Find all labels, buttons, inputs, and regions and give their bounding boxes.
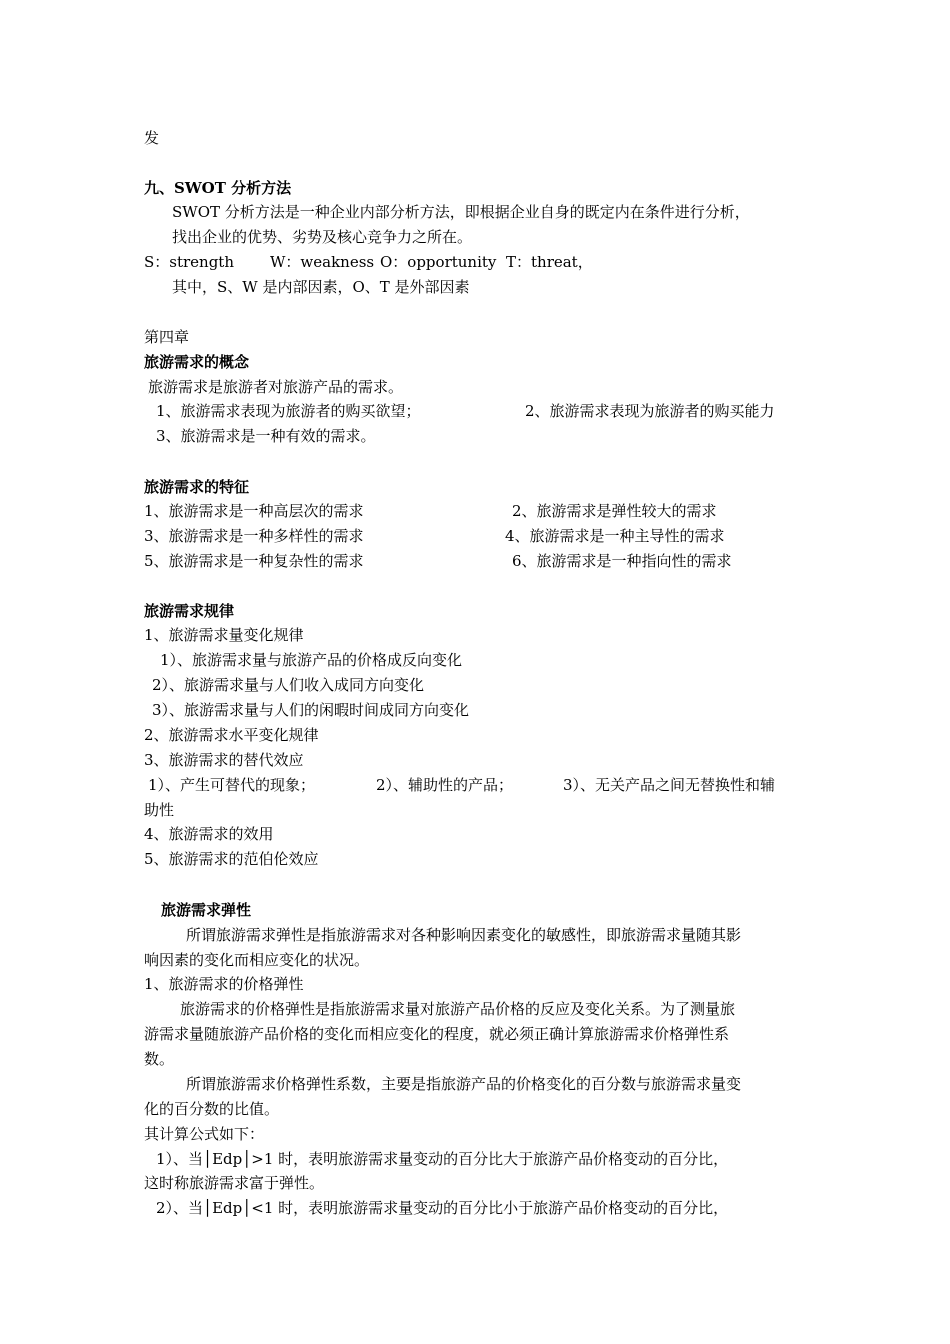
case-2-line1: 2）、当│Edp│<1 时，表明旅游需求量变动的百分比小于旅游产品价格变动的百分比， (156, 1199, 729, 1217)
concept-heading: 旅游需求的概念 (144, 353, 250, 371)
swot-s: S：strength (144, 253, 235, 271)
elasticity-def-line2: 响因素的变化而相应变化的状况。 (144, 951, 370, 969)
laws-heading: 旅游需求规律 (144, 602, 235, 620)
law-1-1: 1）、旅游需求量与旅游产品的价格成反向变化 (160, 651, 463, 669)
formula-intro: 其计算公式如下： (144, 1125, 265, 1143)
elasticity-heading: 旅游需求弹性 (161, 901, 252, 919)
feature-5: 5、旅游需求是一种复杂性的需求 (144, 552, 364, 570)
case-1-line2: 这时称旅游需求富于弹性。 (144, 1174, 325, 1192)
coefficient-line2: 化的百分数的比值。 (144, 1100, 280, 1118)
concept-item-3: 3、旅游需求是一种有效的需求。 (156, 427, 376, 445)
concept-item-1: 1、旅游需求表现为旅游者的购买欲望； (156, 402, 421, 420)
chapter-title: 第四章 (144, 328, 190, 346)
law-3-continuation: 助性 (144, 801, 175, 819)
price-elasticity-line1: 旅游需求的价格弹性是指旅游需求量对旅游产品价格的反应及变化关系。为了测量旅 (180, 1000, 736, 1018)
law-3-2: 2）、辅助性的产品； (376, 776, 514, 794)
swot-para2: 其中，S、W 是内部因素，O、T 是外部因素 (172, 278, 470, 296)
coefficient-line1: 所谓旅游需求价格弹性系数，主要是指旅游产品的价格变化的百分数与旅游需求量变 (186, 1075, 742, 1093)
feature-4: 4、旅游需求是一种主导性的需求 (505, 527, 725, 545)
law-1: 1、旅游需求量变化规律 (144, 626, 304, 644)
features-heading: 旅游需求的特征 (144, 478, 250, 496)
law-1-2: 2）、旅游需求量与人们收入成同方向变化 (152, 676, 425, 694)
law-3-1: 1）、产生可替代的现象； (148, 776, 316, 794)
law-4: 4、旅游需求的效用 (144, 825, 274, 843)
swot-para1-line2: 找出企业的优势、劣势及核心竞争力之所在。 (172, 228, 473, 246)
concept-item-2: 2、旅游需求表现为旅游者的购买能力 (525, 402, 775, 420)
case-1-line1: 1）、当│Edp│>1 时，表明旅游需求量变动的百分比大于旅游产品价格变动的百分比， (156, 1150, 729, 1168)
law-1-3: 3）、旅游需求量与人们的闲暇时间成同方向变化 (152, 701, 470, 719)
elasticity-def-line1: 所谓旅游需求弹性是指旅游需求对各种影响因素变化的敏感性，即旅游需求量随其影 (186, 926, 742, 944)
feature-3: 3、旅游需求是一种多样性的需求 (144, 527, 364, 545)
feature-2: 2、旅游需求是弹性较大的需求 (512, 502, 717, 520)
law-5: 5、旅游需求的范伯伦效应 (144, 850, 319, 868)
price-elasticity-heading: 1、旅游需求的价格弹性 (144, 975, 304, 993)
swot-o: O：opportunity (380, 253, 497, 271)
feature-6: 6、旅游需求是一种指向性的需求 (512, 552, 732, 570)
price-elasticity-line2: 游需求量随旅游产品价格的变化而相应变化的程度，就必须正确计算旅游需求价格弹性系 (144, 1025, 730, 1043)
top-fragment: 发 (144, 129, 160, 147)
concept-definition: 旅游需求是旅游者对旅游产品的需求。 (148, 378, 404, 396)
law-2: 2、旅游需求水平变化规律 (144, 726, 319, 744)
swot-para1-line1: SWOT 分析方法是一种企业内部分析方法，即根据企业自身的既定内在条件进行分析， (172, 203, 750, 221)
price-elasticity-line3: 数。 (144, 1050, 175, 1068)
swot-heading: 九、SWOT 分析方法 (144, 179, 292, 197)
feature-1: 1、旅游需求是一种高层次的需求 (144, 502, 364, 520)
swot-w: W：weakness (270, 253, 375, 271)
law-3: 3、旅游需求的替代效应 (144, 751, 304, 769)
swot-t: T：threat， (506, 253, 593, 271)
law-3-3: 3）、无关产品之间无替换性和辅 (563, 776, 776, 794)
